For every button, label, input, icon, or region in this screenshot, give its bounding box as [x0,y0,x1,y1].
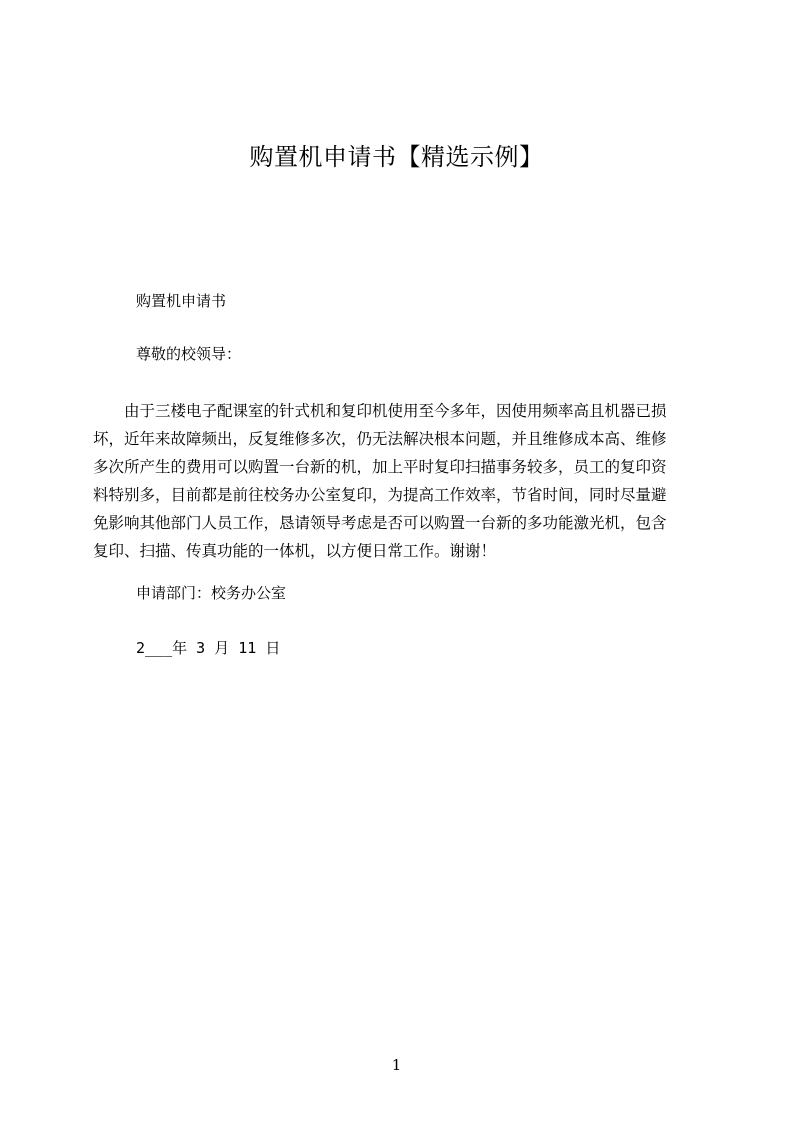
body-line: 免影响其他部门人员工作，恳请领导考虑是否可以购置一台新的多功能激光机，包含 [93,514,667,532]
body-line: 料特别多，目前都是前往校务办公室复印，为提高工作效率，节省时间，同时尽量避 [93,486,667,504]
salutation: 尊敬的校领导： [136,345,242,363]
body-line: 多次所产生的费用可以购置一台新的机，加上平时复印扫描事务较多，员工的复印资 [93,458,667,476]
page-title: 购置机申请书【精选示例】 [249,143,544,171]
body-line: 坏，近年来故障频出，反复维修多次，仍无法解决根本问题，并且维修成本高、维修 [93,430,667,448]
body-paragraph [93,397,715,565]
date-line: 2___年 3 月 11 日 [136,639,281,657]
department-line: 申请部门：校务办公室 [136,584,287,602]
page-number: 1 [391,1056,402,1074]
body-line: 复印、扫描、传真功能的一体机，以方便日常工作。谢谢！ [93,542,497,560]
body-line: 由于三楼电子配课室的针式机和复印机使用至今多年，因使用频率高且机器已损 [124,402,667,420]
document-heading: 购置机申请书 [136,292,227,310]
